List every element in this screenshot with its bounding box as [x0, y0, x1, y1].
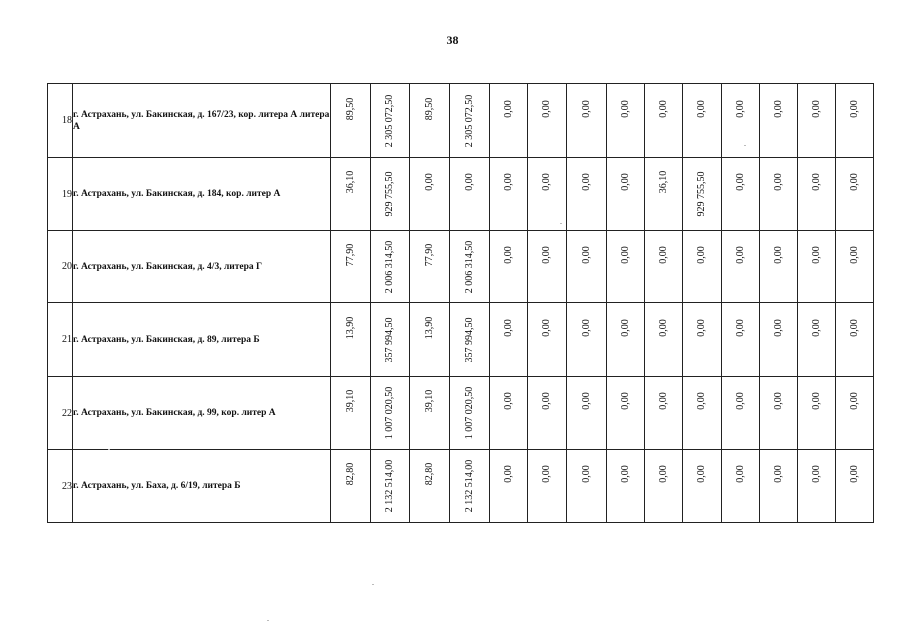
value-cell: [683, 450, 722, 523]
table-row: [48, 303, 874, 377]
value-text: 0,00: [734, 173, 746, 192]
value-cell: [836, 84, 874, 158]
value-cell: [607, 231, 645, 303]
table-row: [48, 450, 874, 523]
value-text: 77,90: [344, 243, 356, 267]
value-text: 0,00: [423, 173, 435, 192]
value-text: 77,90: [423, 243, 435, 267]
value-cell: [371, 231, 410, 303]
value-cell: [450, 377, 490, 450]
value-text: 0,00: [772, 246, 784, 264]
value-text: 0,00: [734, 100, 746, 118]
value-text: 0,00: [580, 465, 592, 484]
value-text: 0,00: [734, 246, 746, 264]
table-row: [48, 231, 874, 303]
value-text: 0,00: [657, 319, 669, 337]
value-cell: [567, 231, 607, 303]
value-cell: [410, 450, 450, 523]
value-text: 929 755,50: [384, 171, 395, 217]
value-cell: [331, 450, 371, 523]
value-text: 0,00: [848, 100, 860, 118]
value-cell: [683, 303, 722, 377]
address-cell: г. Астрахань, ул. Бакинская, д. 4/3, литера Г: [73, 231, 331, 303]
value-text: 13,90: [423, 316, 435, 340]
value-cell: [607, 84, 645, 158]
value-cell: [607, 450, 645, 523]
value-cell: [760, 231, 798, 303]
value-cell: [645, 158, 683, 231]
value-text: 89,50: [344, 97, 356, 121]
value-cell: [450, 450, 490, 523]
value-cell: [760, 84, 798, 158]
value-text: 0,00: [810, 465, 822, 484]
value-text: 0,00: [772, 173, 784, 192]
value-cell: [645, 377, 683, 450]
row-number: 21: [48, 303, 73, 377]
value-cell: [490, 450, 528, 523]
value-cell: [371, 84, 410, 158]
value-text: 2 006 314,50: [384, 240, 395, 293]
value-cell: [836, 450, 874, 523]
value-cell: [722, 377, 760, 450]
value-text: 0,00: [848, 392, 860, 411]
table-row: [48, 377, 874, 450]
address-cell: г. Астрахань, ул. Баха, д. 6/19, литера Б: [73, 450, 331, 523]
page-number: 38: [446, 33, 459, 47]
scan-speck: [267, 620, 269, 621]
value-cell: [331, 231, 371, 303]
value-text: 1 007 020,50: [463, 386, 475, 440]
value-text: 36,10: [344, 171, 356, 194]
value-text: 0,00: [502, 465, 514, 484]
value-text: 0,00: [810, 246, 822, 264]
value-text: 0,00: [810, 319, 822, 337]
value-text: 0,00: [502, 246, 514, 264]
value-cell: [528, 84, 567, 158]
scan-speck: [744, 145, 746, 146]
value-text: 0,00: [657, 392, 669, 411]
value-cell: [371, 450, 410, 523]
value-text: 2 132 514,00: [463, 459, 475, 513]
value-text: 2 006 314,50: [463, 240, 475, 293]
value-text: 0,00: [657, 100, 669, 118]
value-cell: [567, 450, 607, 523]
value-text: 0,00: [580, 100, 592, 118]
value-cell: [722, 303, 760, 377]
value-cell: [490, 377, 528, 450]
value-text: 357 994,50: [463, 317, 475, 362]
value-cell: [371, 303, 410, 377]
value-text: 0,00: [734, 465, 746, 484]
value-cell: [760, 450, 798, 523]
value-text: 1 007 020,50: [384, 386, 395, 440]
value-text: 0,00: [619, 173, 631, 192]
value-text: 0,00: [848, 319, 860, 337]
value-cell: [798, 377, 836, 450]
address-cell: г. Астрахань, ул. Бакинская, д. 167/23, кор. литера А литера А: [73, 84, 331, 158]
value-text: 39,10: [423, 390, 435, 413]
value-text: 13,90: [344, 316, 356, 340]
value-cell: [607, 303, 645, 377]
value-text: 0,00: [619, 319, 631, 337]
value-cell: [798, 231, 836, 303]
scan-speck: [372, 584, 374, 585]
address-cell: г. Астрахань, ул. Бакинская, д. 89, литера Б: [73, 303, 331, 377]
value-cell: [567, 84, 607, 158]
value-cell: [450, 84, 490, 158]
value-text: 0,00: [502, 319, 514, 337]
value-cell: [567, 158, 607, 231]
value-cell: [645, 303, 683, 377]
address-cell: г. Астрахань, ул. Бакинская, д. 184, кор. литер А: [73, 158, 331, 231]
value-cell: [490, 158, 528, 231]
value-text: 0,00: [772, 392, 784, 411]
row-number: 23: [48, 450, 73, 523]
value-text: 82,80: [423, 463, 435, 486]
value-cell: [760, 158, 798, 231]
value-text: 0,00: [541, 246, 552, 264]
value-cell: [490, 231, 528, 303]
value-cell: [722, 450, 760, 523]
value-cell: [528, 377, 567, 450]
value-text: 82,80: [344, 463, 356, 486]
value-cell: [798, 303, 836, 377]
table-body: [48, 84, 874, 523]
value-cell: [722, 231, 760, 303]
value-cell: [410, 377, 450, 450]
value-text: 0,00: [502, 173, 514, 192]
value-cell: [410, 158, 450, 231]
value-text: 2 305 072,50: [384, 94, 395, 147]
value-text: 39,10: [344, 390, 356, 413]
value-cell: [760, 303, 798, 377]
value-text: 0,00: [696, 319, 707, 337]
value-text: 0,00: [580, 173, 592, 192]
value-cell: [836, 158, 874, 231]
value-text: 0,00: [772, 319, 784, 337]
value-cell: [607, 158, 645, 231]
value-cell: [722, 84, 760, 158]
value-cell: [528, 158, 567, 231]
value-cell: [410, 231, 450, 303]
value-text: 0,00: [463, 173, 475, 192]
value-text: 0,00: [619, 392, 631, 411]
objects-table: [47, 83, 874, 523]
value-cell: [798, 158, 836, 231]
address-cell: г. Астрахань, ул. Бакинская, д. 99, кор. литер А: [73, 377, 331, 450]
value-text: 0,00: [734, 392, 746, 411]
value-cell: [371, 377, 410, 450]
value-cell: [490, 303, 528, 377]
value-cell: [798, 450, 836, 523]
value-cell: [683, 377, 722, 450]
value-cell: [528, 450, 567, 523]
value-cell: [836, 231, 874, 303]
value-text: 0,00: [619, 465, 631, 484]
value-cell: [836, 303, 874, 377]
value-cell: [450, 231, 490, 303]
value-text: 0,00: [502, 392, 514, 411]
scan-speck: [108, 449, 110, 450]
value-text: 0,00: [696, 392, 707, 411]
value-cell: [371, 158, 410, 231]
value-cell: [798, 84, 836, 158]
value-text: 36,10: [657, 171, 669, 194]
value-text: 0,00: [810, 173, 822, 192]
value-text: 0,00: [580, 246, 592, 264]
value-text: 0,00: [502, 100, 514, 118]
table-row: [48, 84, 874, 158]
value-cell: [331, 84, 371, 158]
value-cell: [528, 303, 567, 377]
value-cell: [490, 84, 528, 158]
value-text: 0,00: [810, 392, 822, 411]
value-text: 0,00: [696, 465, 707, 484]
value-cell: [450, 158, 490, 231]
value-cell: [683, 158, 722, 231]
value-cell: [645, 231, 683, 303]
value-cell: [528, 231, 567, 303]
value-cell: [683, 231, 722, 303]
value-text: 929 755,50: [696, 171, 707, 217]
row-number: 22: [48, 377, 73, 450]
value-text: 0,00: [772, 100, 784, 118]
value-cell: [450, 303, 490, 377]
value-text: 0,00: [696, 246, 707, 264]
value-cell: [410, 84, 450, 158]
value-text: 0,00: [696, 100, 707, 118]
value-text: 0,00: [541, 100, 552, 118]
value-text: 0,00: [657, 246, 669, 264]
value-text: 0,00: [541, 465, 552, 484]
value-text: 0,00: [772, 465, 784, 484]
row-number: 19: [48, 158, 73, 231]
value-text: 0,00: [619, 100, 631, 118]
value-text: 0,00: [541, 173, 552, 192]
value-cell: [836, 377, 874, 450]
value-text: 2 305 072,50: [463, 94, 475, 147]
value-text: 0,00: [734, 319, 746, 337]
value-cell: [645, 450, 683, 523]
table-row: [48, 158, 874, 231]
row-number: 20: [48, 231, 73, 303]
value-text: 357 994,50: [384, 317, 395, 362]
value-cell: [331, 158, 371, 231]
value-text: 0,00: [619, 246, 631, 264]
value-cell: [722, 158, 760, 231]
row-number: 18: [48, 84, 73, 158]
value-cell: [410, 303, 450, 377]
value-cell: [567, 303, 607, 377]
value-text: 2 132 514,00: [384, 459, 395, 513]
value-text: 0,00: [541, 319, 552, 337]
value-text: 0,00: [580, 392, 592, 411]
value-cell: [331, 377, 371, 450]
scan-speck: [560, 223, 562, 224]
value-cell: [760, 377, 798, 450]
value-text: 0,00: [657, 465, 669, 484]
value-cell: [331, 303, 371, 377]
value-text: 0,00: [580, 319, 592, 337]
value-cell: [607, 377, 645, 450]
value-text: 0,00: [810, 100, 822, 118]
value-text: 89,50: [423, 97, 435, 121]
value-text: 0,00: [848, 465, 860, 484]
value-cell: [645, 84, 683, 158]
value-text: 0,00: [848, 246, 860, 264]
value-cell: [567, 377, 607, 450]
value-cell: [683, 84, 722, 158]
value-text: 0,00: [541, 392, 552, 411]
value-text: 0,00: [848, 173, 860, 192]
